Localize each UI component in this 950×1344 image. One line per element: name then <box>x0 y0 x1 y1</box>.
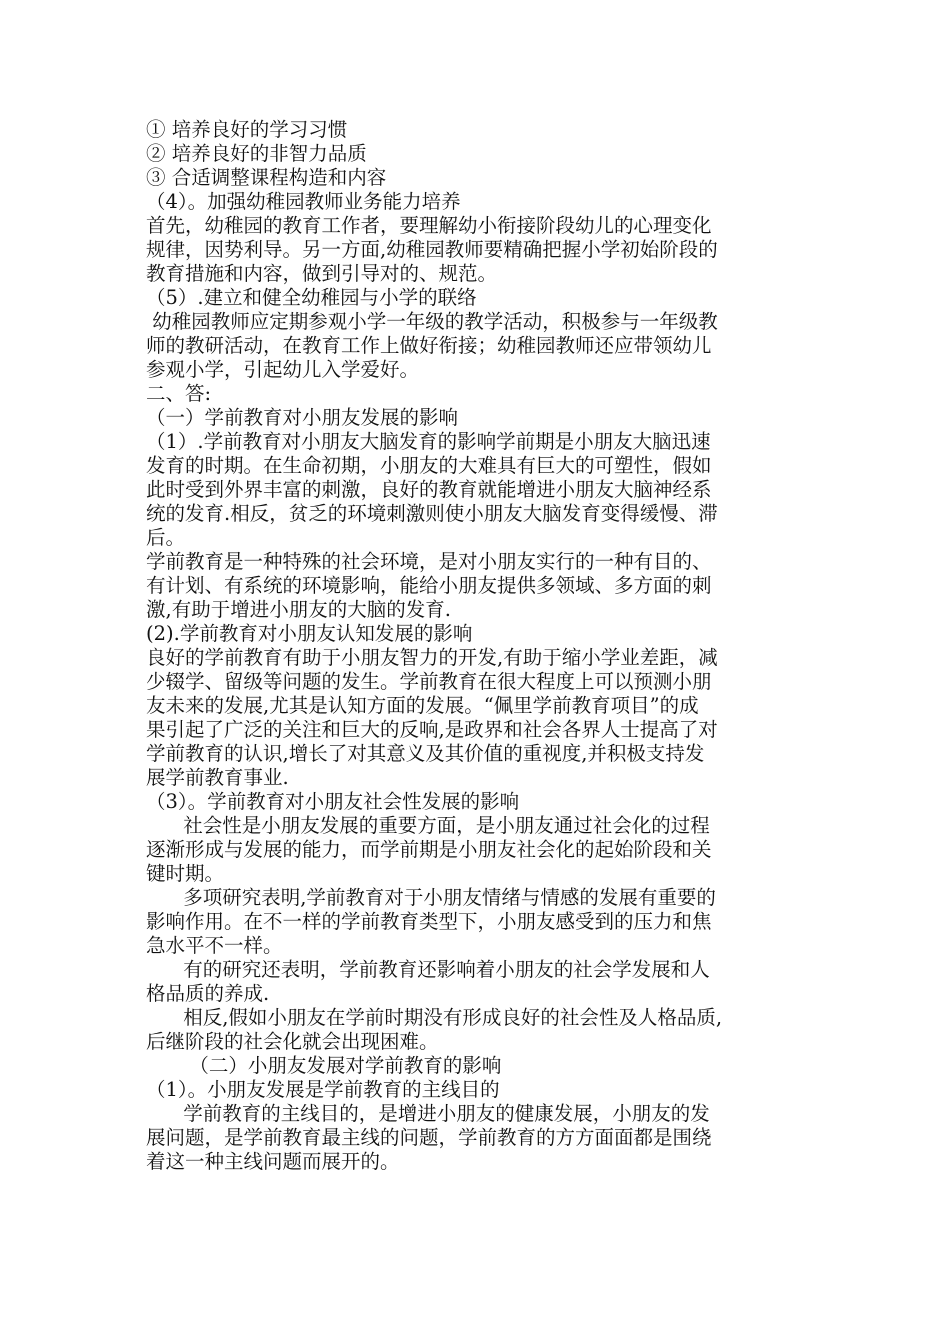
paragraph-line: 后。 <box>146 526 186 549</box>
section-heading-part-2: （二）小朋友发展对学前教育的影响 <box>146 1054 502 1077</box>
paragraph-line: 学前教育是一种特殊的社会环境，是对小朋友实行的一种有目的、 <box>146 550 712 573</box>
paragraph-line: 学前教育的认识,增长了对其意义及其价值的重视度,并积极支持发 <box>146 742 705 765</box>
subsection-heading-3: （3）。学前教育对小朋友社会性发展的影响 <box>146 790 520 813</box>
paragraph-line: 后继阶段的社会化就会出现困难。 <box>146 1030 439 1053</box>
paragraph-line: 激,有助于增进小朋友的大脑的发育. <box>146 598 451 621</box>
paragraph-line: 着这一种主线问题而展开的。 <box>146 1150 400 1173</box>
paragraph-line: 教育措施和内容，做到引导对的、规范。 <box>146 262 498 285</box>
section-heading-part-1: （一）学前教育对小朋友发展的影响 <box>146 406 459 429</box>
paragraph-line: 展问题，是学前教育最主线的问题，学前教育的方方面面都是围绕 <box>146 1126 712 1149</box>
paragraph-line: 展学前教育事业. <box>146 766 289 789</box>
paragraph-line: 友未来的发展,尤其是认知方面的发展。“佩里学前教育项目”的成 <box>146 694 699 717</box>
paragraph-line: 统的发育.相反，贫乏的环境刺激则使小朋友大脑发育变得缓慢、滞 <box>146 502 718 525</box>
paragraph-line: 学前教育的主线目的，是增进小朋友的健康发展，小朋友的发 <box>146 1102 710 1125</box>
paragraph-line: 发育的时期。在生命初期，小朋友的大难具有巨大的可塑性，假如 <box>146 454 712 477</box>
paragraph-line: 良好的学前教育有助于小朋友智力的开发,有助于缩小学业差距，减 <box>146 646 718 669</box>
paragraph-line: 师的教研活动，在教育工作上做好衔接；幼稚园教师还应带领幼儿 <box>146 334 712 357</box>
paragraph-line: 多项研究表明,学前教育对于小朋友情绪与情感的发展有重要的 <box>146 886 716 909</box>
list-item-3: ③ 合适调整课程构造和内容 <box>146 166 387 189</box>
paragraph-line: 果引起了广泛的关注和巨大的反响,是政界和社会各界人士提高了对 <box>146 718 718 741</box>
paragraph-line: 键时期。 <box>146 862 225 885</box>
paragraph-line: 格品质的养成. <box>146 982 270 1005</box>
subsection-heading-1: （1）.学前教育对小朋友大脑发育的影响学前期是小朋友大脑迅速 <box>146 430 711 453</box>
paragraph-line: 首先，幼稚园的教育工作者，要理解幼小衔接阶段幼儿的心理变化 <box>146 214 712 237</box>
paragraph-line: 影响作用。在不一样的学前教育类型下，小朋友感受到的压力和焦 <box>146 910 712 933</box>
paragraph-line: 逐渐形成与发展的能力，而学前期是小朋友社会化的起始阶段和关 <box>146 838 712 861</box>
paragraph-line: 少辍学、留级等问题的发生。学前教育在很大程度上可以预测小朋 <box>146 670 712 693</box>
list-item-2: ② 培养良好的非智力品质 <box>146 142 367 165</box>
paragraph-line: 有计划、有系统的环境影响，能给小朋友提供多领域、多方面的刺 <box>146 574 712 597</box>
section-heading-4: （4）。加强幼稚园教师业务能力培养 <box>146 190 461 213</box>
paragraph-line: 急水平不一样。 <box>146 934 283 957</box>
list-item-1: ① 培养良好的学习习惯 <box>146 118 348 141</box>
paragraph-line: 规律，因势利导。另一方面,幼稚园教师要精确把握小学初始阶段的 <box>146 238 718 261</box>
subsection-heading-2: (2).学前教育对小朋友认知发展的影响 <box>146 622 473 645</box>
paragraph-line: 社会性是小朋友发展的重要方面，是小朋友通过社会化的过程 <box>146 814 710 837</box>
paragraph-line: 幼稚园教师应定期参观小学一年级的教学活动，积极参与一年级教 <box>146 310 718 333</box>
document-body <box>146 118 826 1174</box>
answer-heading: 二、答: <box>146 382 212 405</box>
paragraph-line: 参观小学，引起幼儿入学爱好。 <box>146 358 420 381</box>
paragraph-line: 相反,假如小朋友在学前时期没有形成良好的社会性及人格品质, <box>146 1006 723 1029</box>
paragraph-line: 有的研究还表明，学前教育还影响着小朋友的社会学发展和人 <box>146 958 710 981</box>
section-heading-5: （5）.建立和健全幼稚园与小学的联络 <box>146 286 477 309</box>
paragraph-line: 此时受到外界丰富的刺激，良好的教育就能增进小朋友大脑神经系 <box>146 478 712 501</box>
subsection-heading-1-part-2: （1）。小朋友发展是学前教育的主线目的 <box>146 1078 500 1101</box>
